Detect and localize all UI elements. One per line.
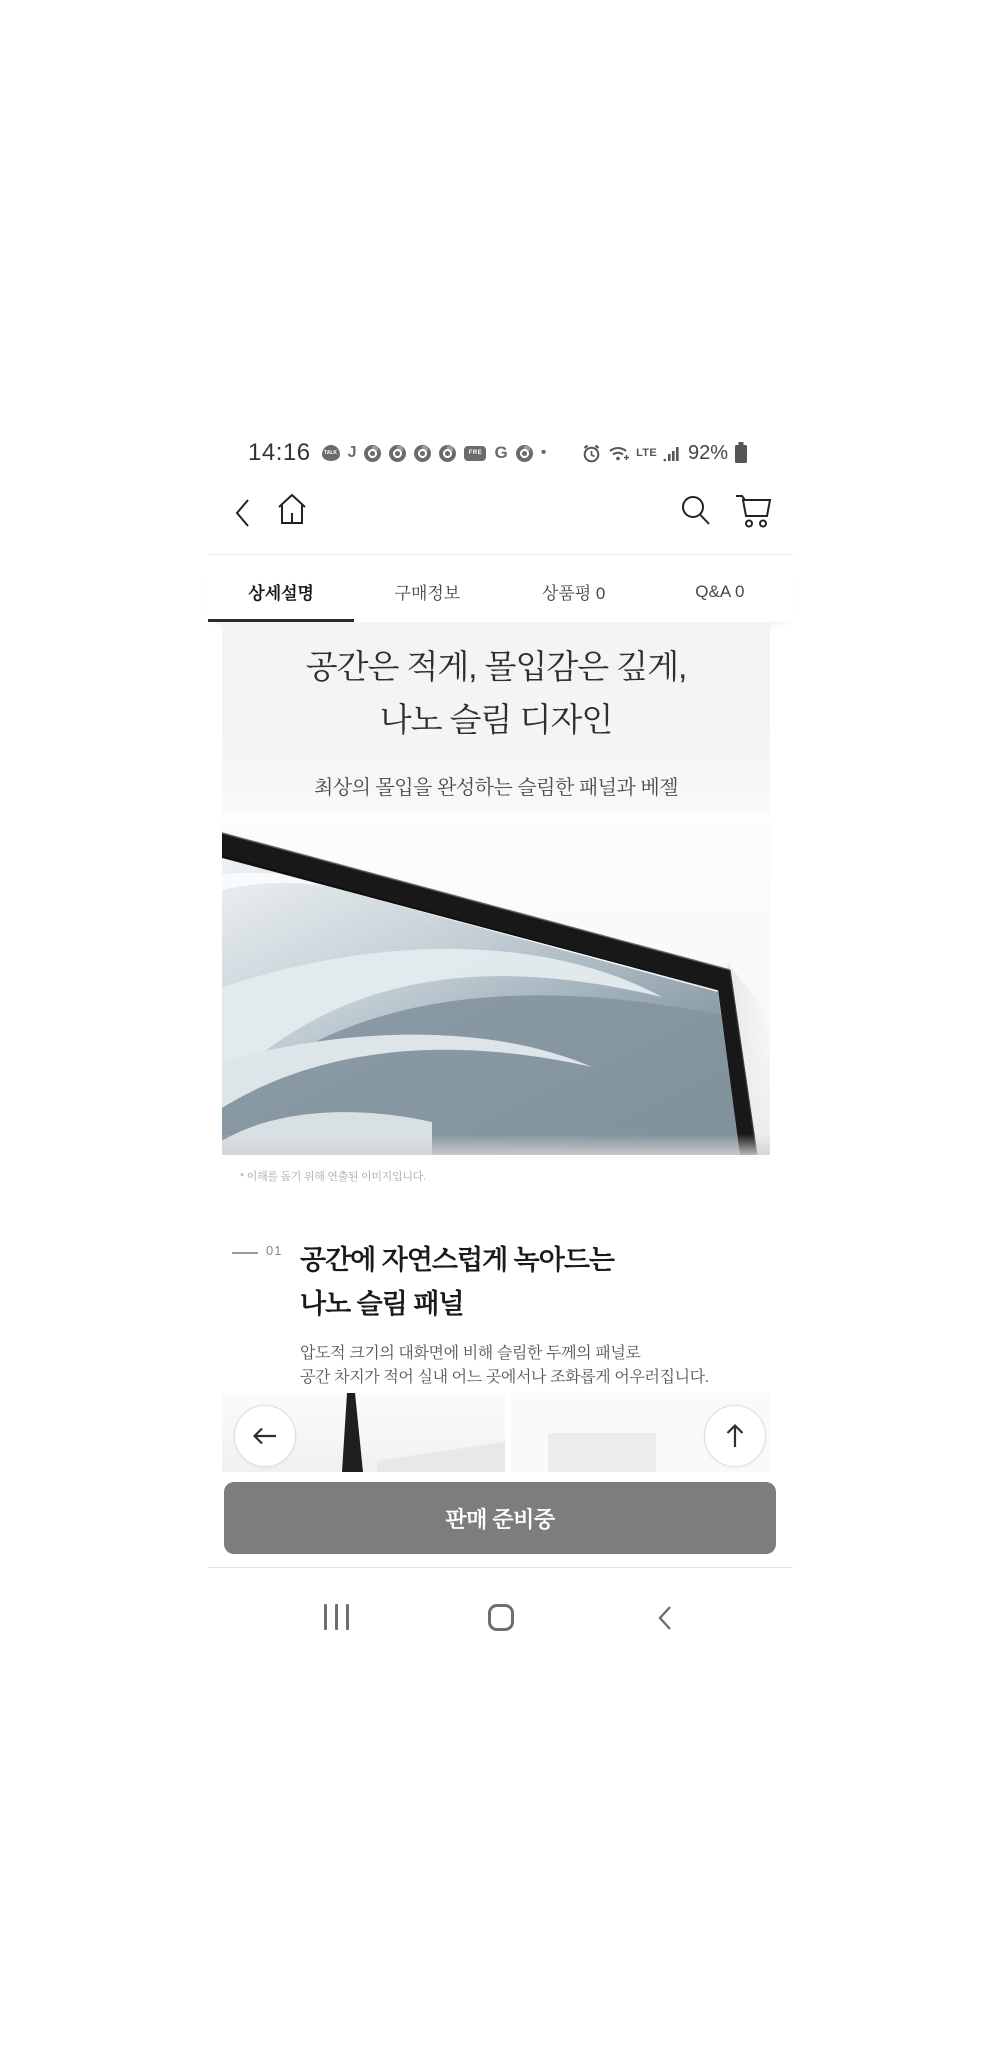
section-title (300, 1238, 614, 1326)
android-home-icon[interactable] (484, 1600, 518, 1635)
section-body-line2: 공간 차지가 적어 실내 어느 곳에서나 조화롭게 어우러집니다. (300, 1369, 709, 1386)
left-arrow-icon (250, 1424, 280, 1448)
badge-app-icon: FRE (464, 446, 486, 461)
more-notifications-dot: • (540, 444, 547, 461)
section-body-line1: 압도적 크기의 대화면에 비해 슬림한 두께의 패널로 (300, 1345, 641, 1362)
chrome-icon (516, 445, 533, 462)
image-disclaimer-caption: * 이해를 돕기 위해 연출된 이미지입니다. (240, 1171, 426, 1183)
section-number: 01 (266, 1243, 283, 1258)
android-navigation-bar (208, 1582, 793, 1648)
scroll-to-top-button[interactable] (704, 1405, 766, 1467)
up-arrow-icon (723, 1421, 747, 1451)
phone-screenshot (208, 430, 793, 1650)
tab-reviews[interactable]: 상품평 0 (501, 555, 647, 622)
chrome-icon (439, 445, 456, 462)
battery-icon (734, 442, 748, 464)
wifi-icon (608, 444, 630, 463)
hero-title-line2: 나노 슬림 디자인 (379, 701, 613, 738)
tab-detail[interactable]: 상세설명 (208, 555, 354, 622)
bottom-divider (208, 1567, 793, 1568)
status-indicators (581, 442, 748, 465)
google-icon: G (494, 443, 508, 462)
app-bar (208, 482, 793, 542)
tv-corner-product-image (222, 812, 770, 1155)
home-icon[interactable] (274, 490, 310, 533)
hero-subtitle: 최상의 몰입을 완성하는 슬림한 패널과 베젤 (313, 777, 679, 799)
clock-text: 14:16 (248, 439, 311, 466)
alarm-icon (581, 443, 602, 464)
chrome-icon (414, 445, 431, 462)
android-back-icon[interactable] (652, 1600, 678, 1639)
recent-apps-icon[interactable] (320, 1600, 353, 1634)
section-dash (232, 1252, 258, 1254)
back-icon[interactable] (232, 496, 254, 533)
chrome-icon (364, 445, 381, 462)
app-j-icon: J (347, 444, 357, 461)
sale-preparing-button[interactable]: 판매 준비중 (224, 1482, 776, 1554)
section-body (300, 1342, 709, 1390)
chrome-icon (389, 445, 406, 462)
kakaotalk-icon: TALK (322, 445, 340, 461)
search-icon[interactable] (678, 492, 714, 533)
tv-side-profile-partial-image (222, 1393, 770, 1472)
tab-bar (208, 555, 793, 622)
cart-icon[interactable] (732, 490, 776, 535)
notification-icons (322, 443, 547, 463)
network-type-label: LTE (636, 447, 657, 459)
status-bar (208, 435, 793, 471)
tab-purchase-info[interactable]: 구매정보 (354, 555, 500, 622)
hero-title (222, 623, 770, 746)
section-title-line2: 나노 슬림 패널 (300, 1289, 464, 1319)
battery-percent-text: 92% (687, 441, 728, 464)
section-title-line1: 공간에 자연스럽게 녹아드는 (300, 1245, 614, 1275)
hero-title-line1: 공간은 적게, 몰입감은 깊게, (305, 648, 687, 685)
tab-qna[interactable]: Q&A 0 (647, 555, 793, 622)
previous-button[interactable] (234, 1405, 296, 1467)
hero-banner (222, 623, 770, 813)
signal-strength-icon (663, 444, 682, 462)
